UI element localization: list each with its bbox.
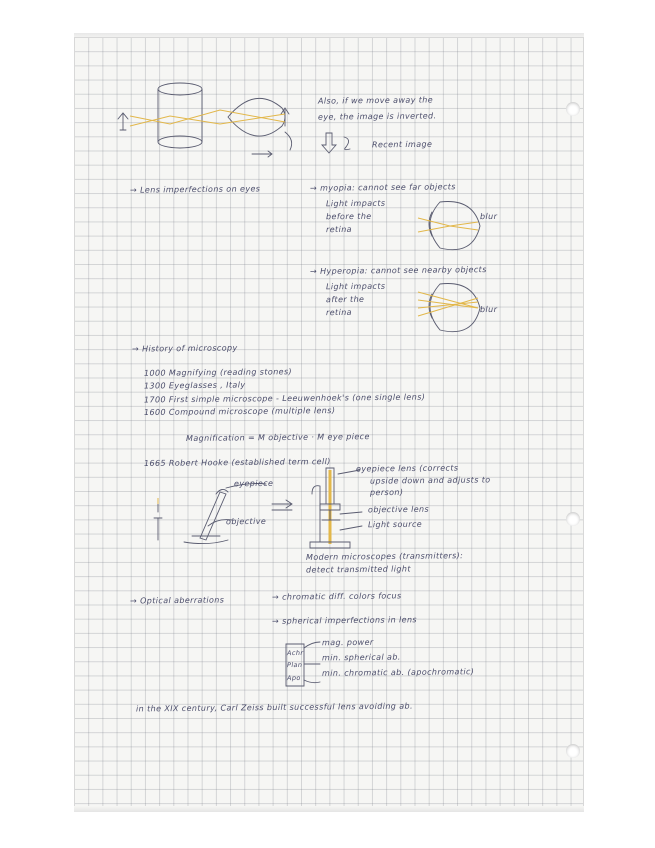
myopia-line: Light impacts [325,198,386,209]
objective-property: min. chromatic ab. (apochromatic) [321,667,475,678]
eyepiece-lens-label: upside down and adjusts to [369,475,491,486]
paper-bottom-edge [74,806,584,812]
eyepiece-label: eyepiece [233,478,274,489]
objective-label: objective [225,516,267,527]
myopia-line: before the [325,211,372,222]
note-line: Also, if we move away the [317,95,434,106]
magnification-formula: Magnification = M objective · M eye piece [185,432,370,443]
aberration-item: → chromatic diff. colors focus [271,591,402,602]
section-heading: → Lens imperfections on eyes [129,184,261,195]
eyepiece-lens-label: person) [369,487,404,498]
hyperopia-line: after the [325,294,365,305]
objective-type: Achr [286,648,304,658]
hyperopia-line: → Hyperopia: cannot see nearby objects [309,265,487,276]
section-heading: → History of microscopy [131,343,238,354]
down-arrow-icon [320,131,360,155]
myopia-line: retina [325,224,352,235]
light-source-label: Light source [367,519,423,530]
hyperopia-line: Light impacts [325,281,386,292]
history-item: 1000 Magnifying (reading stones) [143,367,293,378]
objective-property: mag. power [321,637,374,648]
myopia-line: → myopia: cannot see far objects [309,182,456,193]
punch-hole [566,102,580,116]
history-item: 1600 Compound microscope (multiple lens) [143,405,336,418]
punch-hole [566,744,580,758]
section-heading: → Optical aberrations [129,595,225,606]
recent-image-label: Recent image [371,139,433,150]
modern-microscope-note: Modern microscopes (transmitters): [305,551,464,562]
hyperopia-line: retina [325,307,352,318]
history-item: 1300 Eyeglasses , Italy [143,380,246,391]
blur-label: blur [479,211,498,222]
closing-note: in the XIX century, Carl Zeiss built successful lens avoiding ab. [135,701,413,714]
simple-microscope-sketch [148,474,308,544]
eye-lens-diagram [110,80,310,170]
aberration-item: → spherical imperfections in lens [271,615,418,626]
objective-lens-label: objective lens [367,504,430,515]
hooke-line: 1665 Robert Hooke (established term cell) [143,457,331,468]
eyepiece-lens-label: eyepiece lens (corrects [355,463,459,474]
punch-hole [566,512,580,526]
blur-label: blur [479,304,498,315]
modern-microscope-note: detect transmitted light [305,564,411,575]
objective-type: Apo [286,673,301,683]
note-line: eye, the image is inverted. [317,111,437,122]
history-item: 1700 First simple microscope - Leeuwenhoek's (one single lens) [143,392,426,405]
myopia-eye-diagram [418,196,488,256]
objective-type: Plan [286,660,303,670]
objective-property: min. spherical ab. [321,652,401,663]
hyperopia-eye-diagram [418,278,488,338]
